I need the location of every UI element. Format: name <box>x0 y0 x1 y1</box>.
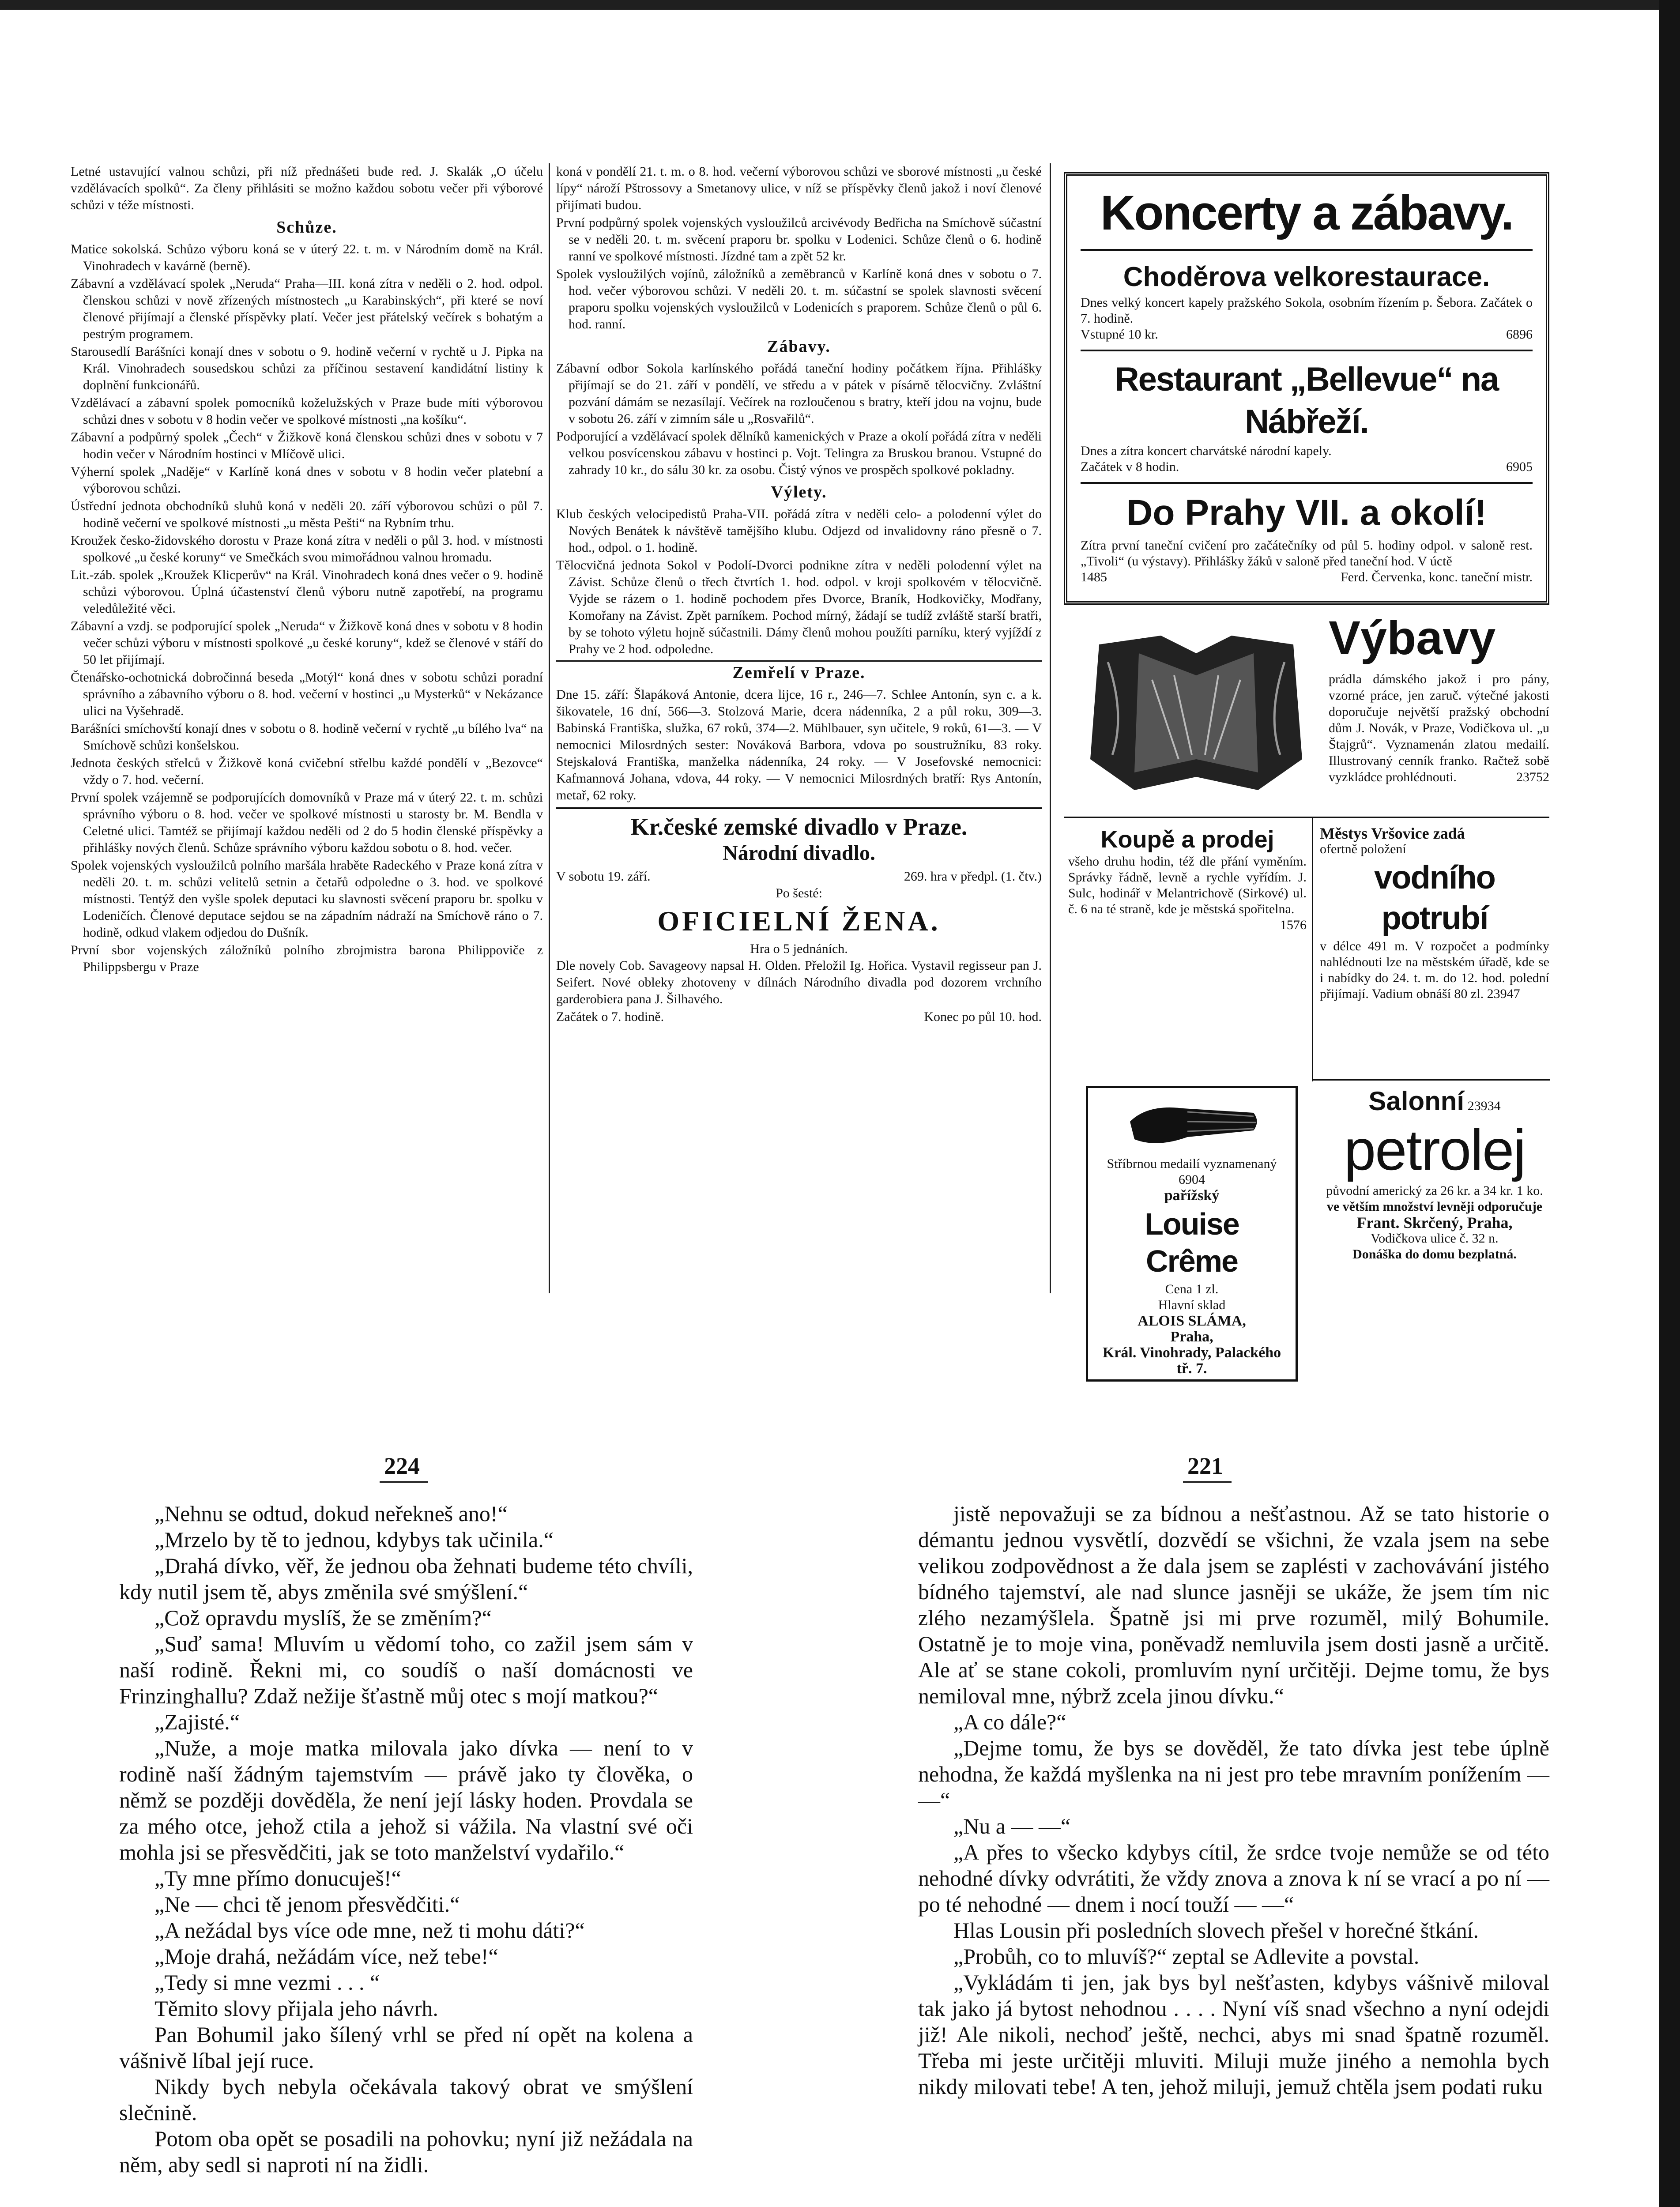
praha-number: 1485 <box>1081 570 1107 584</box>
salon-title: Salonní <box>1368 1086 1465 1116</box>
creme-main: Hlavní sklad <box>1158 1298 1226 1312</box>
association-entry: Starousedlí Barášníci konají dnes v sobotu o 9. hodině večerní v rychtě u J. Pipka na Král. Vinohradech sousedskou schůzi za příčinou sestavení kandidátní listiny k doplnění funkcionářů. <box>71 344 543 392</box>
bellevue-number: 6905 <box>1506 459 1533 474</box>
praha-signature: Ferd. Červenka, konc. taneční mistr. <box>1341 570 1533 584</box>
novel-paragraph: „Ty mne přímo donucuješ!“ <box>154 1866 401 1891</box>
intro-paragraph: Letné ustavující valnou schůzi, při níž přednášeti bude red. J. Skalák „O účelu vzdělávacích spolků“. Za členy přihlásiti se možno každou sobotu večer při výborové schůzi v téže místnosti. <box>71 164 543 212</box>
association-entry: Zábavní a vzdělávací spolek „Neruda“ Praha—III. koná zítra v neděli o 2. hod. odpol. členskou schůzi v nově zřízených místnostech „u Karabinských“, při které se noví členové přijímají a členské příspěvky platí. Večer jest přátelský večírek s bohatým a pestrým programem. <box>71 276 543 341</box>
salon-text4: Vodičkova ulice č. 32 n. <box>1371 1231 1499 1246</box>
entertainment-entry: Zábavní odbor Sokola karlínského pořádá taneční hodiny počátkem října. Přihlášky přijímají se do 21. září v pondělí, ve středu a v pátek v písárně tělocvičny. Zvláštní pozvání dámám se nezasílají. Večírek na rozloučenou s bratry, kteří jdou na vojnu, bude v sobotu 26. září v zimním sále u „Rosvařilů“. <box>556 361 1042 426</box>
novel-paragraph: „Moje drahá, nežádám více, než tebe!“ <box>154 1944 498 1969</box>
novel-paragraph: Nikdy bych nebyla očekávala takový obrat ve smýšlení slečnině. <box>119 2074 693 2125</box>
association-entry: Spolek vysloužilých vojínů, záložníků a zeměbranců v Karlíně koná dnes v sobotu o 7. hod. večer výborovou schůzi. V neděli 20. t. m. súčastní se spolek slavnosti svěcení praporu spolku vojenských vysloužilců v Lodenicích s praporem. Schůze členů o půl 6. hod. ranní. <box>556 267 1042 331</box>
ad-divider-2 <box>1312 1079 1550 1081</box>
association-entry: Lit.-záb. spolek „Kroužek Klicperův“ na Král. Vinohradech koná dnes večer o 9. hodině schůzi výborovou. Úplná účastenství členů výboru nutně zapotřebí, na programu veledůležité věci. <box>71 568 543 616</box>
koupe-text: všeho druhu hodin, též dle přání vyměním. Správky řádně, levně a rychle vyřídím. J. Sulc, hodinář v Melantrichově (Sirkové) ul. č. 6 na té straně, kde je městská spořitelna. <box>1068 854 1307 916</box>
vrsovice-big: vodního potrubí <box>1374 859 1495 936</box>
concert-box <box>1064 172 1549 605</box>
creme-number: 6904 <box>1179 1172 1205 1187</box>
petrolej-ad <box>1320 1086 1549 1262</box>
play-start: Začátek o 7. hodině. <box>556 1009 664 1024</box>
novel-paragraph: „A nežádal bys více ode mne, než ti mohu dáti?“ <box>154 1918 585 1943</box>
column-associations <box>71 163 543 1293</box>
novel-paragraph: „Nehnu se odtud, dokud neřekneš ano!“ <box>154 1501 508 1526</box>
association-entry: Barášníci smíchovští konají dnes v sobotu o 8. hodině večerní v rychtě „u bílého lva“ na Smíchově schůzi konšelskou. <box>71 721 543 753</box>
novel-paragraph: „Zajisté.“ <box>154 1710 240 1734</box>
vrsovice-text1: ofertně položení <box>1320 842 1406 856</box>
ad-divider <box>1064 817 1549 818</box>
novel-paragraph: „Nu a — —“ <box>953 1814 1071 1838</box>
entertainment-list <box>556 360 1042 478</box>
section-heading-schuze: Schůze. <box>276 218 337 237</box>
creme-title: Louise Crême <box>1145 1207 1239 1278</box>
creme-parisian: pařížský <box>1164 1187 1220 1204</box>
column-events <box>556 163 1042 1293</box>
association-entry: Spolek vojenských vysloužilců polního maršála hraběte Radeckého v Praze koná zítra v neděli 20. t. m. schůzi velitelů setnin a četařů odpoledne o 3. hod. ve spolkové místnosti. Tentýž den vyšle spolek deputaci ku slavnosti svěcení praporu br. spolku v Lodeničích. Členové deputace sejdou se na západním nádraží na Smíchově ráno o 7. hodině, odkud vlakem odjedou do Dušník. <box>71 858 543 940</box>
novel-paragraph: jistě nepovažuji se za bídnou a nešťastnou. Až se tato historie o démantu jednou vysvětlí, dozvědí se všichni, že vzala jsem na sebe velikou zodpovědnost a že dala jsem se zaplésti v zachovávání jistého bídného tajemství, ale nad slunce jasněji se ukáže, že jsem tím nic zlého nezamýšlela. Špatně jsi mi prve rozuměl, milý Bohumile. Ostatně je to moje vina, poněvadž nemluvila jsem dosti jasně a určitě. Ale ať se stane cokoli, promluvím nyní určitěji. Dejme tomu, že bys nemiloval mne, nýbrž zcela jinou dívku.“ <box>918 1501 1549 1708</box>
creme-price: Cena 1 zl. <box>1165 1282 1219 1296</box>
scan-right-edge <box>1659 0 1680 2207</box>
page-number-rule <box>380 1481 428 1483</box>
association-entry: Jednota českých střelců v Žižkově koná cvičební střelbu každé pondělí v „Bezovce“ vždy o 7. hod. večerní. <box>71 756 543 787</box>
vrsovice-ad <box>1320 825 1549 1002</box>
novel-paragraph: „Ne — chci tě jenom přesvědčiti.“ <box>154 1892 460 1917</box>
praha-title: Do Prahy VII. a okolí! <box>1126 493 1487 533</box>
novel-column-right <box>918 1501 1549 2100</box>
page-number-left: 224 <box>384 1453 420 1479</box>
association-entry: Čtenářsko-ochotnická dobročinná beseda „Motýl“ koná dnes v sobotu schůzi poradní správního a zábavního výboru o 8. hod. večerní v hostinci „u Mysterků“ v Nekázance ulici na Vyšehradě. <box>71 670 543 718</box>
novel-paragraph: Hlas Lousin při posledních slovech přešel v horečné štkání. <box>953 1918 1479 1943</box>
page-number-rule-2 <box>1183 1481 1232 1483</box>
concert-title: Koncerty a zábavy. <box>1100 186 1513 240</box>
scan-top-edge <box>0 0 1680 10</box>
vrsovice-text2: v délce 491 m. V rozpočet a podmínky nahlédnouti lze na městském úřadě, kde se i nabídky do 24. t. m. do 12. hod. polední přijímají. Vadium obnáší 80 zl. <box>1320 939 1549 1001</box>
salon-text1: původní americký za 26 kr. a 34 kr. 1 ko. <box>1326 1183 1543 1198</box>
advertisements <box>1064 163 1554 1377</box>
novel-paragraph: Těmito slovy přijala jeho návrh. <box>154 1996 438 2021</box>
deceased-list: Dne 15. září: Šlapáková Antonie, dcera lijce, 16 r., 246—7. Schlee Antonín, syn c. a k. šikovatele, 16 dní, 566—3. Stolzová Marie, dcera nádenníka, 2 a půl roku, 309—3. Babinská Františka, služka, 67 roků, 374—2. Mühlbauer, syn učitele, 9 roků, 61—3. — V nemocnici Milosrdných sester: Nováková Barbora, vdova po soustružníku, 83 roky. Stejskalová Františka, manželka nádenníka, 24 roky. — V Josefovské nemocnici: Kafmannová Johana, vdova, 44 roky. — V nemocnici Milosrdných bratří: Rys Antonín, metař, 62 roky. <box>556 687 1042 802</box>
novel-paragraph: „Mrzelo by tě to jednou, kdybys tak učinila.“ <box>154 1527 554 1552</box>
section-heading-zabavy: Zábavy. <box>767 337 831 356</box>
theatre-performance-count: Po šesté: <box>776 886 822 900</box>
novel-paragraph: „Tedy si mne vezmi . . . “ <box>154 1970 380 1995</box>
novel-paragraph: „Dejme tomu, že bys se dověděl, že tato dívka jest tebe úplně nehodna, že každá myšlenka na ni jest pro tebe mravním ponížením — —“ <box>918 1736 1549 1812</box>
association-entry: První spolek vzájemně se podporujících domovníků v Praze má v úterý 22. t. m. schůzi správního výboru o 8. hod. večer ve spolkové místnosti u starosty br. M. Bendla v Celetné ulici. Tamtéž se přijímají každou neděli od 2 do 5 hodin členské příspěvky a přihlášky nových členů. Schůze správního výboru každou sobotu o 8. hod. večer. <box>71 790 543 855</box>
vybavy-number: 23752 <box>1516 770 1549 784</box>
koupe-ad <box>1068 825 1307 933</box>
association-entry: Výherní spolek „Naděje“ v Karlíně koná dnes v sobotu v 8 hodin večer platební a výborovou schůzi. <box>71 464 543 496</box>
association-entry: Zábavní a vzdj. se podporující spolek „Neruda“ v Žižkově koná dnes v sobotu v 8 hodin večer schůzi výboru v místnosti spolkové „u české koruny“, kdež se členové v stáří do 50 let přijímají. <box>71 619 543 667</box>
glove-icon <box>1121 1095 1262 1152</box>
lingerie-illustration <box>1073 627 1320 799</box>
koupe-title: Koupě a prodej <box>1100 826 1274 853</box>
louise-creme-ad <box>1086 1086 1298 1382</box>
novel-paragraph: „A přes to všecko kdybys cítil, že srdce tvoje nemůže se od této nehodné dívky odvrátiti, že vždy znova a znova k ní se vrací a po ní — po té nehodné — dnem i nocí touží — —“ <box>918 1840 1549 1917</box>
novel-paragraph: „Což opravdu myslíš, že se změním?“ <box>154 1605 492 1630</box>
trips-list <box>556 506 1042 658</box>
choder-entry: Vstupné 10 kr. <box>1081 327 1158 342</box>
salon-text2: ve větším množství levněji odporučuje <box>1326 1199 1543 1214</box>
novel-paragraph: Potom oba opět se posadili na pohovku; nyní již nežádala na něm, aby sedl si naproti ní na židli. <box>119 2126 693 2177</box>
play-acts: Hra o 5 jednáních. <box>750 942 848 956</box>
creme-city: Praha, <box>1170 1329 1213 1345</box>
association-entry: První podpůrný spolek vojenských vysloužilců arcivévody Bedřicha na Smíchově súčastní se v neděli 20. t. m. svěcení praporu br. spolku v Lodenici. Schůze členů o 6. hodině ranní ve spolkové místnosti. Jízdné tam a zpět 52 kr. <box>556 215 1042 264</box>
association-list-2 <box>556 215 1042 333</box>
bellevue-text: Dnes a zítra koncert charvátské národní kapely. <box>1081 444 1332 458</box>
salon-number: 23934 <box>1467 1099 1501 1113</box>
page-number-right: 221 <box>1187 1453 1223 1479</box>
creme-medal: Stříbrnou medailí vyznamenaný <box>1107 1156 1277 1171</box>
continued-paragraph: koná v pondělí 21. t. m. o 8. hod. večerní výborovou schůzi ve sborové místnosti „u české lípy“ nároží Pštrossovy a Smetanovy ulice, v níž se příspěvky členů jakož i noví členové přijímati budou. <box>556 164 1042 212</box>
choder-title: Choděrova velkorestaurace. <box>1123 262 1490 292</box>
theatre-heading: Kr.české zemské divadlo v Praze. <box>630 814 968 840</box>
salon-text3: Frant. Skrčený, Praha, <box>1356 1214 1513 1232</box>
novel-paragraph: „Suď sama! Mluvím u vědomí toho, co zažil jsem sám v naší rodině. Řekni mi, co soudíš o naší domácnosti ve Frinzinghallu? Zdaž nežije šťastně můj otec s mojí matkou?“ <box>119 1631 693 1708</box>
association-list <box>71 241 543 975</box>
bellevue-title: Restaurant „Bellevue“ na Nábřeží. <box>1115 361 1499 441</box>
petrolej-title: petrolej <box>1344 1118 1526 1182</box>
novel-paragraph: „Nuže, a moje matka milovala jako dívka — není to v rodině naší žádným tajemstvím — právě jako ty člověka, o němž se později dověděla, že není její lásky hoden. Provdala se za mého otce, jehož ctila a jehož si vážila. Na vlastní své oči mohla jsi se přesvědčiti, jak se toto manželství vydařilo.“ <box>119 1736 693 1864</box>
play-title: OFICIELNÍ ŽENA. <box>657 905 941 937</box>
play-description: Dle novely Cob. Savageovy napsal H. Olden. Přeložil Ig. Hořica. Vystavil regisseur pan J. Seifert. Nové obleky zhotoveny v dílnách Národního divadla pod dozorem vrchního garderobiera pana J. Šilhavého. <box>556 958 1042 1006</box>
novel-paragraph: „Vykládám ti jen, jak bys byl nešťasten, kdybys vášnivě miloval tak jako já bytost nehodnou . . . . Nyní víš snad všechno a nyní odejdi již! Ale nikoli, nechoď ještě, nechci, abys mi snad špatně rozuměl. Třeba mi jeste určitěji mluviti. Miluji muže jiného a nemohla bych nikdy milovati tebe! A ten, jehož miluji, jemuž chtěla jsem podati ruku <box>918 1970 1549 2099</box>
trip-entry: Klub českých velocipedistů Praha-VII. pořádá zítra v neděli celo- a polodenní výlet do Nových Benátek k návštěvě tamějšího klubu. Odjezd od invalidovny ráno přesně o 7. hod., odpol. o 1. hodině. <box>556 507 1042 555</box>
novel-paragraph: „Drahá dívko, věř, že jednou oba žehnati budeme této chvíli, kdy nutil jsem tě, abys změnila své smýšlení.“ <box>119 1553 693 1604</box>
association-entry: Zábavní a podpůrný spolek „Čech“ v Žižkově koná členskou schůzi dnes v sobotu v 7 hodin večer v Národním hostinci v Mlíčově ulici. <box>71 430 543 461</box>
novel-paragraph: Pan Bohumil jako šílený vrhl se před ní opět na kolena a vášnivě líbal její ruce. <box>119 2022 693 2073</box>
column-divider <box>549 163 550 1293</box>
trip-entry: Tělocvičná jednota Sokol v Podolí-Dvorci podnikne zítra v neděli polodenní výlet na Závist. Schůze členů o třech čtvrtích 1. hod. odpol. v kroji spolkovém v tělocvičně. Vyjde se rázem o 1. hodině pochodem přes Dvorce, Braník, Hodkovičky, Modřany, Komořany na Závist. Zpět parníkem. Pochod mírný, žádají se tudíž zvláště starší bratři, by se tohoto výletu hojně súčastnili. Dámy členů mohou použíti parníku, který vyjíždí z Prahy ve 2 hod. odpoledne. <box>556 558 1042 656</box>
association-entry: První sbor vojenských záložníků polního zbrojmistra barona Philippoviče z Philippsbergu v Praze <box>71 943 543 974</box>
salon-text5: Donáška do domu bezplatná. <box>1352 1247 1517 1262</box>
vybavy-text: prádla dámského jakož i pro pány, vzorné práce, jen zaruč. výtečné jakosti doporučuje největší pražský obchodní dům J. Novák, v Praze, Vodičkova ul. „u Štajgrů“. Vyznamenán zlatou medailí. Illustrovaný cenník franko. Račtež sobě vyzkládce prohlédnouti. 23752 <box>1329 672 1549 784</box>
entertainment-entry: Podporující a vzdělávací spolek dělníků kamenických v Praze a okolí pořádá zítra v neděli velkou posvícenskou zábavu v hostinci p. Vojt. Telingra za Bruskou branou. Vstupné do zahrady 10 kr., do sálu 30 kr. za osobu. Čistý výnos ve prospěch spolkové pokladny. <box>556 429 1042 477</box>
association-entry: Ústřední jednota obchodníků sluhů koná v neděli 20. září výborovou schůzi o půl 7. hodině večerní ve spolkové místnosti „u města Pešti“ na Rybním trhu. <box>71 499 543 530</box>
association-entry: Matice sokolská. Schůzo výboru koná se v úterý 22. t. m. v Národním domě na Král. Vinohradech v kavárně (berně). <box>71 242 543 273</box>
play-end: Konec po půl 10. hod. <box>924 1009 1042 1024</box>
theatre-date: V sobotu 19. září. <box>556 869 651 884</box>
bellevue-start: Začátek v 8 hodin. <box>1081 459 1179 474</box>
novel-column-left <box>119 1501 693 2178</box>
column-divider-2 <box>1050 163 1051 1293</box>
section-heading-vylety: Výlety. <box>771 483 827 501</box>
choder-text: Dnes velký koncert kapely pražského Sokola, osobním řízením p. Šebora. Začátek o 7. hodině. <box>1081 295 1533 326</box>
association-entry: Vzdělávací a zábavní spolek pomocníků koželužských v Praze bude míti výborovou schůzi dnes v sobotu v 8 hodin večer ve spolkové místnosti „na košíku“. <box>71 395 543 427</box>
creme-name: ALOIS SLÁMA, <box>1138 1313 1246 1329</box>
theatre-subscription: 269. hra v předpl. (1. čtv.) <box>904 869 1042 884</box>
novel-paragraph: „A co dále?“ <box>953 1710 1066 1734</box>
vrsovice-title: Městys Vršovice zadá <box>1320 825 1465 842</box>
creme-address: Král. Vinohrady, Palackého tř. 7. <box>1102 1345 1281 1377</box>
vybavy-title: Výbavy <box>1329 611 1496 664</box>
novel-paragraph: „Probůh, co to mluvíš?“ zeptal se Adlevite a povstal. <box>953 1944 1420 1969</box>
choder-number: 6896 <box>1506 327 1533 342</box>
praha-text: Zítra první taneční cvičení pro začátečníky od půl 5. hodiny odpol. v saloně rest. „Tivoli“ (u výstavy). Přihlášky žáků v saloně před taneční hod. V úctě <box>1081 538 1533 569</box>
section-heading-zemreli: Zemřelí v Praze. <box>556 660 1042 684</box>
association-entry: Kroužek česko-židovského dorostu v Praze koná zítra v neděli o půl 3. hod. v místnosti spolkové „u české koruny“ ve Smečkách svou mimořádnou valnou hromadu. <box>71 533 543 565</box>
ad-divider-v <box>1312 817 1313 1081</box>
theatre-subheading: Národní divadlo. <box>723 841 875 865</box>
vrsovice-number: 23947 <box>1487 987 1520 1001</box>
koupe-number: 1576 <box>1280 918 1307 932</box>
